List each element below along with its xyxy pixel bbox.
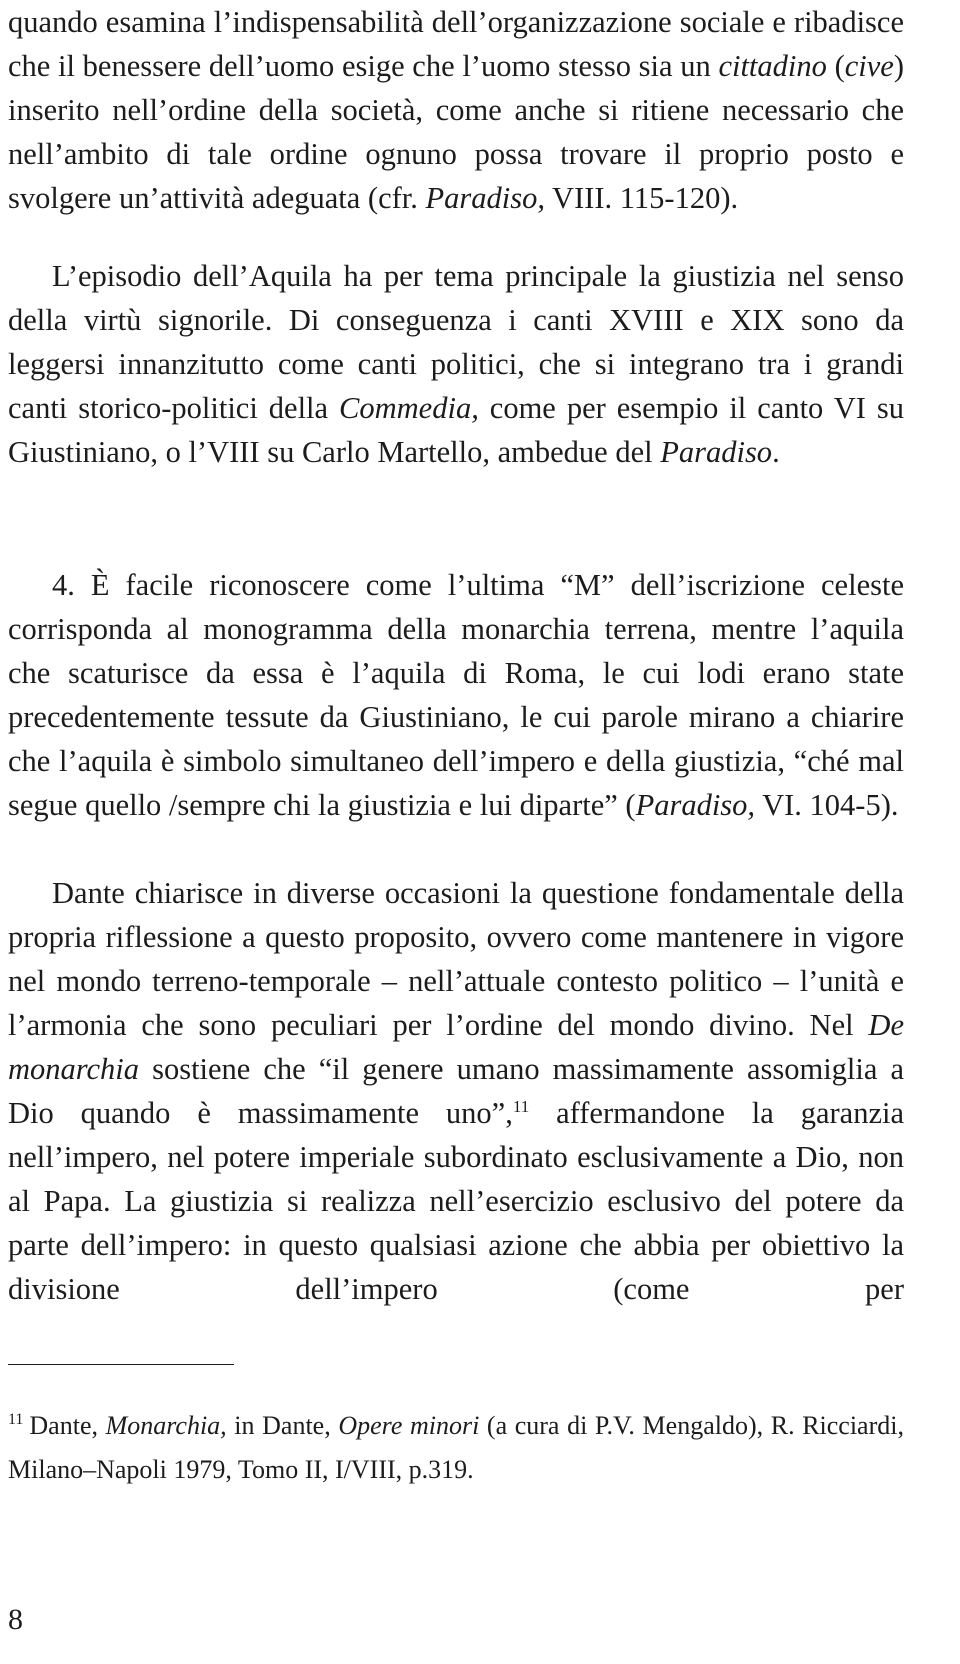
p2-commedia: Commedia, — [339, 391, 479, 425]
p1-text-d: VIII. 115-120). — [544, 181, 739, 215]
footnote-ref-11[interactable]: 11 — [512, 1096, 530, 1116]
p2-paradiso: Paradiso — [660, 435, 773, 469]
footnote-mark: 11 — [8, 1411, 24, 1429]
paragraph-4 — [8, 871, 904, 1311]
p1-text-a: quando esamina l’indispensabilità dell’organizzazione sociale e ribadisce che il benessere dell’uomo esige che l’uomo stesso sia un — [8, 5, 904, 83]
paragraph-1 — [8, 0, 904, 220]
fn-text-a: Dante, — [29, 1411, 106, 1440]
p4-de-monarchia: De monarchia — [8, 1008, 904, 1086]
p1-cive: cive — [844, 49, 894, 83]
fn-opere-minori: Opere minori — [338, 1411, 480, 1440]
p1-cittadino: cittadino — [718, 49, 827, 83]
p3-text-b: VI. 104-5). — [755, 788, 899, 822]
footnote-separator — [8, 1364, 234, 1365]
p1-text-c: ) inserito nell’ordine della società, come anche si ritiene necessario che nell’ambito di tale ordine ognuno possa trovare il proprio posto e svolgere un’attività adeguata (cfr. — [8, 49, 904, 215]
p3-paradiso: Paradiso, — [635, 788, 756, 822]
p2-text-b: come per esempio il canto VI su Giustiniano, o l’VIII su Carlo Martello, ambedue del — [8, 391, 904, 469]
fn-text-c: (a cura di P.V. Mengaldo), R. Ricciardi, Milano–Napoli 1979, Tomo II, I/VIII, p.319. — [8, 1411, 904, 1484]
p3-text-a: 4. È facile riconoscere come l’ultima “M” dell’iscrizione celeste corrisponda al monogramma della monarchia terrena, mentre l’aquila che scaturisce da essa è l’aquila di Roma, le cui lodi erano state precedentemente tessute da Giustiniano, le cui parole mirano a chiarire che l’aquila è simbolo simultaneo dell’impero e della giustizia, “ché mal segue quello /sempre chi la giustizia e lui diparte” ( — [8, 568, 904, 822]
p2-text-a: L’episodio dell’Aquila ha per tema principale la giustizia nel senso della virtù signorile. Di conseguenza i canti XVIII e XIX sono da leggersi innanzitutto come canti politici, che si integrano tra i grandi canti storico-politici della — [8, 259, 904, 425]
p4-text-b: sostiene che “il genere umano massimamente assomiglia a Dio quando è massimamente uno”, — [8, 1052, 904, 1130]
page-number: 8 — [8, 1603, 23, 1636]
p2-text-c: . — [772, 435, 780, 469]
p1-text-b: ( — [826, 49, 845, 83]
p4-text-c: affermandone la garanzia nell’impero, nel potere imperiale subordinato esclusivamente a Dio, non al Papa. La giustizia si realizza nell’esercizio esclusivo del potere da parte dell’impero: in questo qualsiasi azione che abbia per obiettivo la divisione dell’impero (come per — [8, 1096, 904, 1306]
fn-monarchia: Monarchia, — [105, 1411, 227, 1440]
fn-text-b: in Dante, — [226, 1411, 339, 1440]
paragraph-3 — [8, 563, 904, 827]
paragraph-2 — [8, 254, 904, 474]
footnote-11 — [8, 1404, 904, 1492]
p1-paradiso: Paradiso, — [425, 181, 545, 215]
p4-text-a: Dante chiarisce in diverse occasioni la questione fondamentale della propria riflessione a questo proposito, ovvero come mantenere in vigore nel mondo terreno-temporale – nell’attuale contesto politico – l’unità e l’armonia che sono peculiari per l’ordine del mondo divino. Nel — [8, 876, 904, 1042]
